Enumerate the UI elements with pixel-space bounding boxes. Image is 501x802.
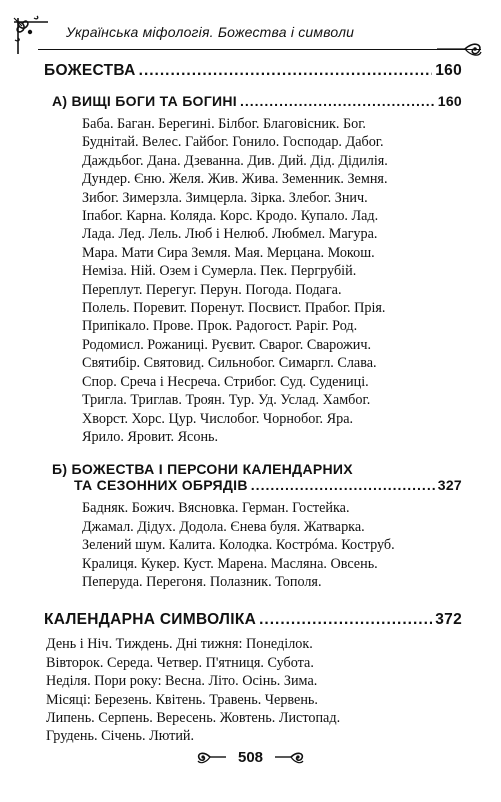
entry-line: Святибір. Святовид. Сильнобог. Симаргл. Слава.: [82, 355, 377, 372]
entry-line: Дундер. Єню. Желя. Жив. Жива. Земенник. Земня.: [82, 171, 388, 188]
corner-ornament-icon: [12, 14, 52, 58]
header-rule: [38, 49, 481, 50]
toc-subsection-higher-gods[interactable]: [52, 93, 462, 109]
entry-line: Бадняк. Божич. Вясновка. Герман. Гостейка.: [82, 500, 350, 517]
table-of-contents: [44, 62, 462, 746]
entry-line: Спор. Среча і Несреча. Стрибог. Суд. Судениці.: [82, 373, 369, 390]
entry-line: Баба. Баган. Берегині. Білбог. Благовісник. Бог.: [82, 116, 366, 132]
right-flourish-icon: [273, 749, 305, 765]
entry-line: Зибог. Зимерзла. Зимцерла. Зірка. Злебог. Знич.: [82, 189, 368, 206]
entries-list: [82, 499, 462, 591]
entry-line: Тригла. Триглав. Троян. Тур. Уд. Услад. Хамбог.: [82, 392, 371, 409]
section-title: БОЖЕСТВА: [44, 62, 136, 79]
entry-line: Неміза. Ній. Озем і Сумерла. Пек. Пергрубій.: [82, 263, 357, 280]
page-ref: 160: [437, 93, 462, 109]
dot-leader: [139, 62, 433, 80]
entry-line: Джамал. Дідух. Додола. Єнева буля. Жатварка.: [82, 518, 365, 535]
left-flourish-icon: [196, 749, 228, 765]
entry-line: Ярило. Яровит. Ясонь.: [82, 428, 219, 445]
entry-line: Неділя. Пори року: Весна. Літо. Осінь. Зима.: [46, 673, 318, 690]
entry-line: Припікало. Прове. Прок. Радогост. Раріг. Род.: [82, 318, 358, 335]
entry-line: Пеперуда. Перегоня. Полазник. Тополя.: [82, 573, 322, 590]
entry-line: Даждьбог. Дана. Дзеванна. Див. Дий. Дід. Дідилія.: [82, 152, 388, 169]
entries-list: [46, 635, 462, 745]
page-number: 508: [237, 748, 264, 766]
entry-line: Хворст. Хорс. Цур. Числобог. Чорнобог. Яра.: [82, 410, 354, 427]
toc-section-deities[interactable]: [44, 62, 462, 80]
running-title: Українська міфологія. Божества і символи: [66, 24, 355, 40]
page-ref: 160: [435, 62, 462, 79]
dot-leader: [251, 477, 435, 493]
entry-line: Вівторок. Середа. Четвер. П'ятниця. Субота.: [46, 654, 314, 671]
entries-list: [82, 115, 462, 446]
entry-line: Грудень. Січень. Лютий.: [46, 728, 195, 745]
dot-leader: [259, 611, 432, 629]
entry-line: Мара. Мати Сира Земля. Мая. Мерцана. Мокош.: [82, 244, 375, 261]
subsection-title-line2: ТА СЕЗОННИХ ОБРЯДІВ: [74, 477, 248, 494]
entry-line: Полель. Поревит. Поренут. Посвист. Прабог. Прія.: [82, 300, 386, 317]
toc-section-calendar-symbolism[interactable]: [44, 611, 462, 629]
scroll-flourish-icon: [435, 38, 485, 60]
dot-leader: [240, 93, 435, 109]
subsection-title-line1: Б) БОЖЕСТВА І ПЕРСОНИ КАЛЕНДАРНИХ: [52, 461, 353, 478]
entry-line: Переплут. Перегуг. Перун. Погода. Подага.: [82, 281, 342, 298]
subsection-title: А) ВИЩІ БОГИ ТА БОГИНІ: [52, 93, 237, 109]
running-header: [0, 0, 501, 60]
entry-line: Лада. Лед. Лель. Люб і Нелюб. Любмел. Магура.: [82, 226, 378, 243]
entry-line: Місяці: Березень. Квітень. Травень. Червень.: [46, 691, 318, 708]
entry-line: Зелений шум. Калита. Колодка. Кострóма. Коструб.: [82, 537, 395, 554]
section-title: КАЛЕНДАРНА СИМВОЛІКА: [44, 611, 257, 629]
entry-line: Родомисл. Рожаниці. Руєвит. Сварог. Сварожич.: [82, 336, 372, 353]
entry-line: Кралиця. Кукер. Куст. Марена. Масляна. Овсень.: [82, 555, 378, 572]
entry-line: Іпабог. Карна. Коляда. Корс. Кродо. Купало. Лад.: [82, 208, 379, 225]
page-footer: [0, 748, 501, 766]
entry-line: День і Ніч. Тиждень. Дні тижня: Понеділок.: [46, 636, 313, 653]
page-ref: 327: [437, 477, 462, 494]
entry-line: Липень. Серпень. Вересень. Жовтень. Листопад.: [46, 709, 341, 726]
entry-line: Буднітай. Велес. Гайбог. Гонило. Господар. Дабог.: [82, 134, 384, 151]
toc-subsection-calendar-rites[interactable]: [44, 461, 462, 493]
page-ref: 372: [435, 611, 462, 629]
